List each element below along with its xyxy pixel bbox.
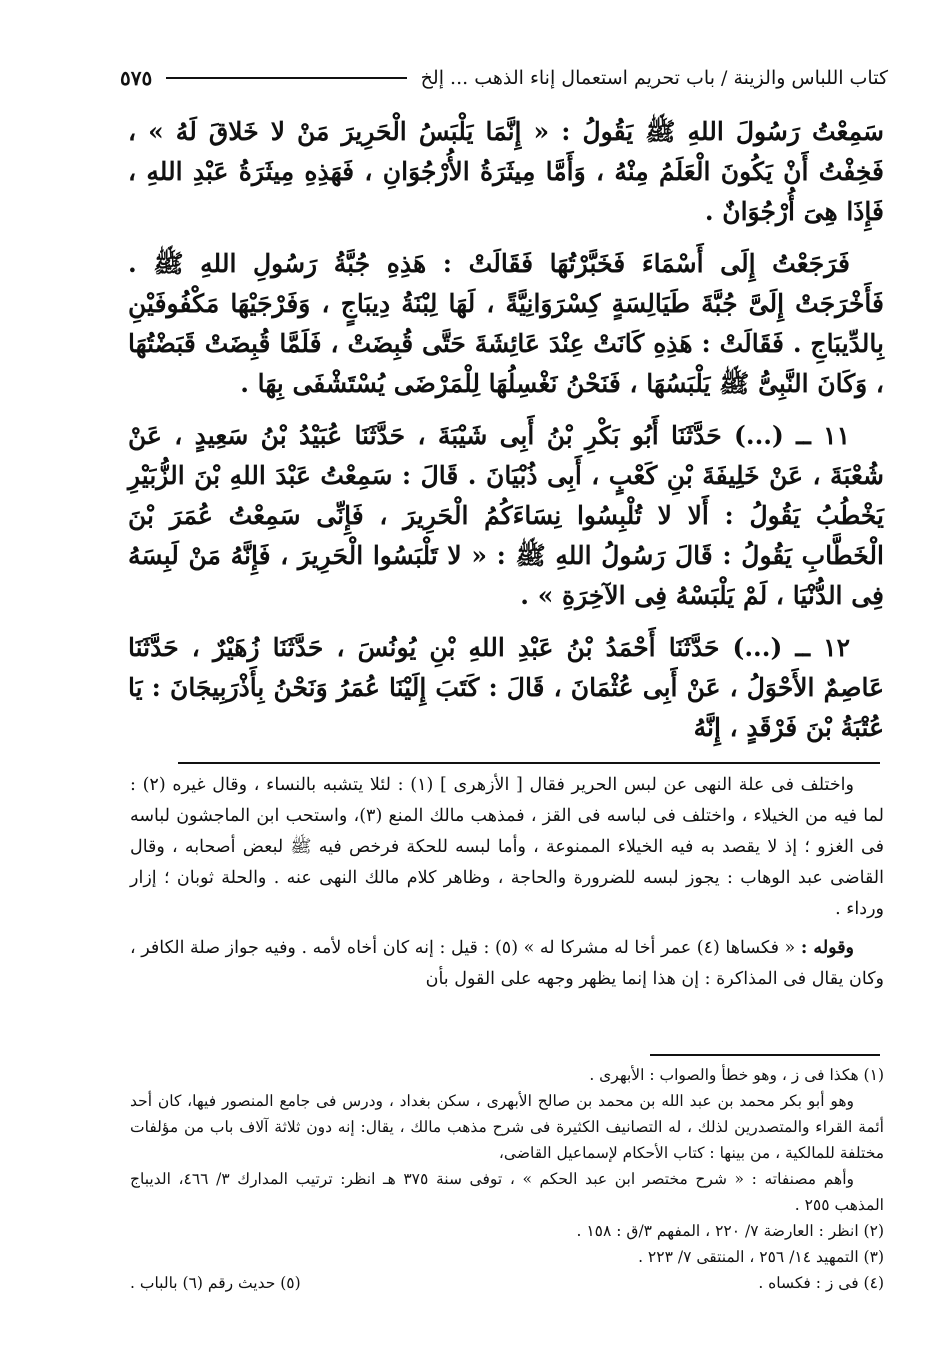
- commentary-paragraph-text: « فكساها (٤) عمر أخا له مشركا له » (٥) : قيل : إنه كان أخاه لأمه . وفيه جواز صلة الكافر ، وكان يقال فى المذاكرة : إن هذا إنما يظهر وجهه على القول بأن: [130, 938, 884, 989]
- main-paragraph: سَمِعْتُ رَسُولَ اللهِ ﷺ يَقُولُ : « إِنَّمَا يَلْبَسُ الْحَرِيرَ مَنْ لا خَلاقَ لَهُ » ، فَخِفْتُ أَنْ يَكُونَ الْعَلَمُ مِنْهُ ، وَأَمَّا مِيثَرَةُ الأُرْجُوَانِ ، فَهَذِهِ مِيثَرَةُ عَبْدِ اللهِ ، فَإِذَا هِىَ أُرْجُوَانٌ .: [128, 117, 884, 226]
- commentary-paragraph: واختلف فى علة النهى عن لبس الحرير فقال [ الأزهرى ] (١) : لئلا يتشبه بالنساء ، وقال غيره (٢) : لما فيه من الخيلاء ، واختلف فى لباسه فى القز ، فمذهب مالك المنع (٣)، واستحب ابن الماجشون لباسه فى الغزو ؛ إذ لا يقصد به فيه الخيلاء الممنوعة ، وأما لبسه للحكة فرخص فيه ﷺ لبعض أصحابه ، وقال القاضى عبد الوهاب : يجوز لبسه للضرورة والحاجة ، وظاهر كلام مالك النهى عنه . والحلة ثوبان ؛ إزار ورداء .: [130, 775, 885, 919]
- commentary-paragraph: [130, 933, 884, 995]
- main-paragraph: فَرَجَعْتُ إِلَى أَسْمَاءَ فَخَبَّرْتُهَا فَقَالَتْ : هَذِهِ جُبَّةُ رَسُولِ اللهِ ﷺ . فَأَخْرَجَتْ إِلَىَّ جُبَّةَ طَيَالِسَةٍ كِسْرَوَانِيَّةً ، لَهَا لِبْنَةُ دِيبَاجٍ ، وَفَرْجَيْهَا مَكْفُوفَيْنِ بِالدِّيبَاجِ . فَقَالَتْ : هَذِهِ كَانَتْ عِنْدَ عَائِشَةَ حَتَّى قُبِضَتْ ، فَلَمَّا قُبِضَتْ قَبَضْتُهَا ، وَكَانَ النَّبِىُّ ﷺ يَلْبَسُهَا ، فَنَحْنُ نَغْسِلُهَا لِلْمَرْضَى يُسْتَشْفَى بِهَا .: [128, 249, 884, 398]
- commentary-keyword: وقوله :: [800, 938, 855, 958]
- main-paragraph: ١٢ ــ (...) حَدَّثَنَا أَحْمَدُ بْنُ عَبْدِ اللهِ بْنِ يُونُسَ ، حَدَّثَنَا زُهَيْرٌ ، حَدَّثَنَا عَاصِمٌ الأَحْوَلُ ، عَنْ أَبِى عُثْمَانَ ، قَالَ : كَتَبَ إِلَيْنَا عُمَرُ وَنَحْنُ بِأَذْرَبِيجَانَ : يَا عُتْبَةُ بْنَ فَرْقَدٍ ، إِنَّهُ: [128, 633, 884, 742]
- hadith-text: [128, 112, 884, 760]
- header-rule: [166, 77, 406, 79]
- footnote-1: (١) هكذا فى ز ، وهو خطأ والصواب : الأبهرى .: [589, 1066, 884, 1084]
- footnote-3: (٣) التمهيد ١٤/ ٢٥٦ ، المنتقى ٧/ ٢٢٣ .: [638, 1248, 884, 1266]
- footnote-1-detail: وهو أبو بكر محمد بن عبد الله بن محمد بن صالح الأبهرى ، سكن بغداد ، ودرس فى جامع المنصور فيها، كان أحد أئمة القراء والمتصدرين لذلك ، له التصانيف الكثيرة فى شرح مذهب مالك ، يقال: إنه دون ثلاثة آلاف باب من مؤلفات مختلفة للمالكية ، من بينها : كتاب الأحكام لإسماعيل القاضى،: [130, 1092, 884, 1162]
- commentary-text: [130, 770, 884, 1003]
- footnote-1-detail: وأهم مصنفاته : « شرح مختصر ابن عبد الحكم » ، توفى سنة ٣٧٥ هـ انظر: ترتيب المدارك ٣/ ٤٦٦، الديباج المذهب ٢٥٥ .: [130, 1170, 884, 1214]
- footnote-row: [130, 1270, 884, 1296]
- running-title: كتاب اللباس والزينة / باب تحريم استعمال إناء الذهب ... إلخ: [420, 67, 888, 89]
- footnotes: [130, 1062, 884, 1296]
- page-header: [120, 58, 888, 98]
- main-paragraph: ١١ ــ (...) حَدَّثَنَا أَبُو بَكْرِ بْنُ أَبِى شَيْبَةَ ، حَدَّثَنَا عُبَيْدُ بْنُ سَعِيدٍ ، عَنْ شُعْبَةَ ، عَنْ خَلِيفَةَ بْنِ كَعْبٍ ، أَبِى ذُبْيَانَ . قَالَ : سَمِعْتُ عَبْدَ اللهِ بْنَ الزُّبَيْرِ يَخْطُبُ يَقُولُ : أَلا لا تُلْبِسُوا نِسَاءَكُمُ الْحَرِيرَ ، فَإِنِّى سَمِعْتُ عُمَرَ بْنَ الْخَطَّابِ يَقُولُ : قَالَ رَسُولُ اللهِ ﷺ : « لا تَلْبَسُوا الْحَرِيرَ ، فَإِنَّهُ مَنْ لَبِسَهُ فِى الدُّنْيَا ، لَمْ يَلْبَسْهُ فِى الآخِرَةِ » .: [128, 421, 884, 610]
- footnote-4: (٤) فى ز : فكساه .: [758, 1274, 884, 1292]
- footnote-2: (٢) انظر : العارضة ٧/ ٢٢٠ ، المفهم ٣/ق : ١٥٨ .: [576, 1222, 884, 1240]
- page-number: ٥٧٥: [120, 66, 153, 90]
- footnote-divider: [650, 1054, 880, 1056]
- footnote-5: (٥) حديث رقم (٦) بالباب .: [130, 1274, 301, 1292]
- section-divider: [178, 762, 880, 764]
